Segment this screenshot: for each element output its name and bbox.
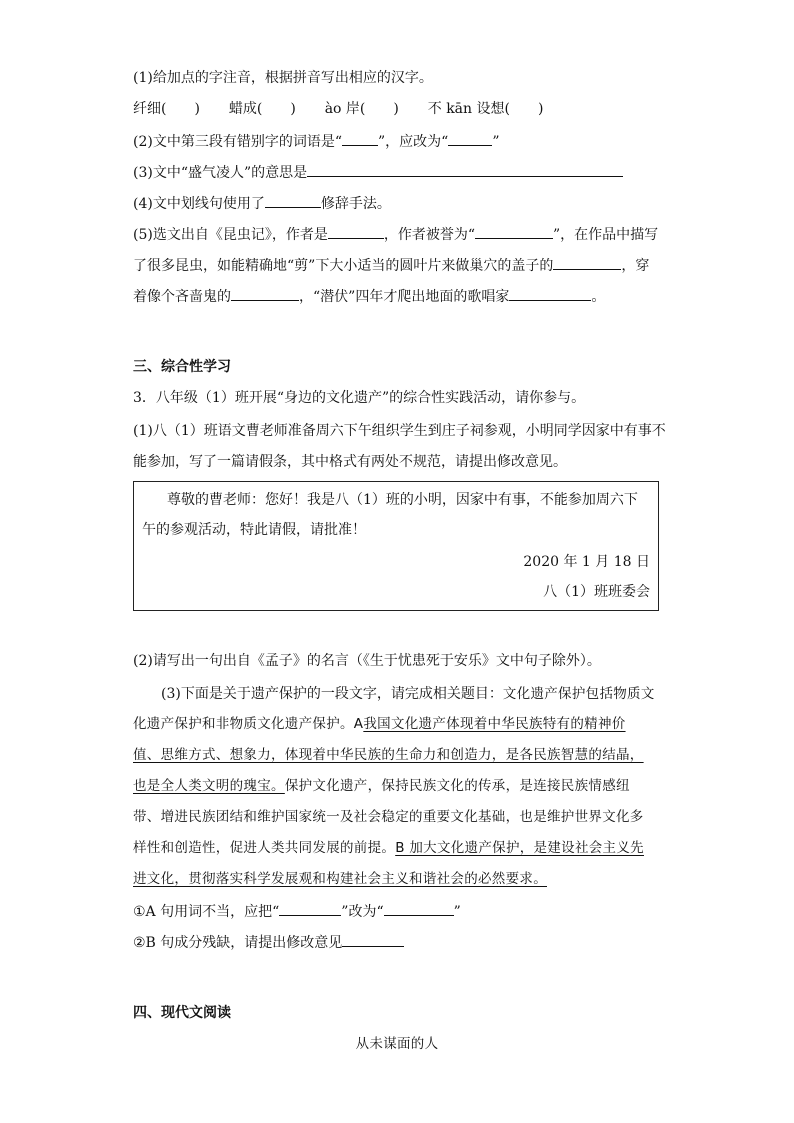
answer-blank[interactable] [342, 931, 404, 947]
article-title: 从未谋面的人 [355, 1036, 439, 1052]
pinyin-item-1: 纤细( ) [133, 101, 200, 117]
pinyin-item-3: ào 岸( ) [324, 101, 399, 117]
section-3-part-2: (2)请写出一句出自《孟子》的名言（《生于忧患死于安乐》文中句子除外）。 [133, 653, 601, 669]
question-5-line-1: (5)选文出自《昆虫记》，作者是 ，作者被誉为“ ”，在作品中描写 [133, 223, 658, 245]
question-3-intro: 3．八年级（1）班开展“身边的文化遗产”的综合性实践活动，请你参与。 [133, 390, 586, 406]
answer-blank[interactable] [231, 285, 299, 301]
note-line-2: 午的参观活动，特此请假，请批准！ [142, 522, 366, 538]
question-4: (4)文中划线句使用了 修辞手法。 [133, 192, 391, 214]
answer-blank[interactable] [307, 161, 623, 177]
answer-blank[interactable] [384, 900, 454, 916]
passage-line-5: 带、增进民族团结和维护国家统一及社会稳定的重要文化基础，也是维护世界文化多 [133, 809, 644, 825]
section-4-title: 四、现代文阅读 [133, 1005, 231, 1021]
passage-line-3: 值、思维方式、想象力，体现着中华民族的生命力和创造力，是各民族智慧的结晶， [133, 747, 644, 763]
answer-blank[interactable] [328, 223, 384, 239]
pinyin-item-4: 不 kān 设想( ) [427, 101, 544, 117]
section-3-part-1-line-1: (1)八（1）班语文曹老师准备周六下午组织学生到庄子祠参观，小明同学因家中有事不 [133, 423, 666, 439]
passage-line-6: 样性和创造性，促进人类共同发展的前提。B 加大文化遗产保护，是建设社会主义先 [133, 840, 644, 856]
leave-note-box [133, 481, 659, 611]
passage-line-7: 进文化，贯彻落实科学发展观和构建社会主义和谐社会的必然要求。 [133, 871, 547, 887]
note-line-1: 尊敬的曹老师：您好！我是八（1）班的小明，因家中有事，不能参加周六下 [167, 492, 638, 508]
section-3-part-1-line-2: 能参加，写了一篇请假条，其中格式有两处不规范，请提出修改意见。 [133, 454, 567, 470]
answer-blank[interactable] [265, 192, 321, 208]
answer-blank[interactable] [475, 223, 553, 239]
passage-line-4: 也是全人类文明的瑰宝。保护文化遗产，保持民族文化的传承，是连接民族情感纽 [133, 778, 630, 794]
section-3-title: 三、综合性学习 [133, 359, 231, 375]
pinyin-item-2: 蜡成( ) [228, 101, 296, 117]
answer-blank[interactable] [448, 130, 492, 146]
sub-question-2: ②B 句成分残缺，请提出修改意见 [133, 931, 404, 953]
pinyin-items [133, 99, 543, 119]
sub-question-1: ①A 句用词不当，应把“ ”改为“ ” [133, 900, 461, 922]
question-5-line-2: 了很多昆虫，如能精确地“剪”下大小适当的圆叶片来做巢穴的盖子的 ，穿 [133, 254, 649, 276]
answer-blank[interactable] [553, 254, 621, 270]
answer-blank[interactable] [509, 285, 591, 301]
passage-line-2: 化遗产保护和非物质文化遗产保护。A我国文化遗产体现着中华民族特有的精神价 [133, 716, 626, 732]
question-3: (3)文中“盛气凌人”的意思是 [133, 161, 623, 183]
question-5-line-3: 着像个吝啬鬼的 ，“潜伏”四年才爬出地面的歌唱家 。 [133, 285, 605, 307]
question-2: (2)文中第三段有错别字的词语是“ ”，应改为“ ” [133, 130, 500, 152]
note-date: 2020 年 1 月 18 日 [523, 554, 650, 570]
answer-blank[interactable] [342, 130, 378, 146]
passage-line-1: (3)下面是关于遗产保护的一段文字，请完成相关题目：文化遗产保护包括物质文 [161, 686, 655, 702]
question-1-intro: (1)给加点的字注音，根据拼音写出相应的汉字。 [133, 70, 433, 86]
answer-blank[interactable] [279, 900, 341, 916]
note-signature: 八（1）班班委会 [543, 584, 650, 600]
